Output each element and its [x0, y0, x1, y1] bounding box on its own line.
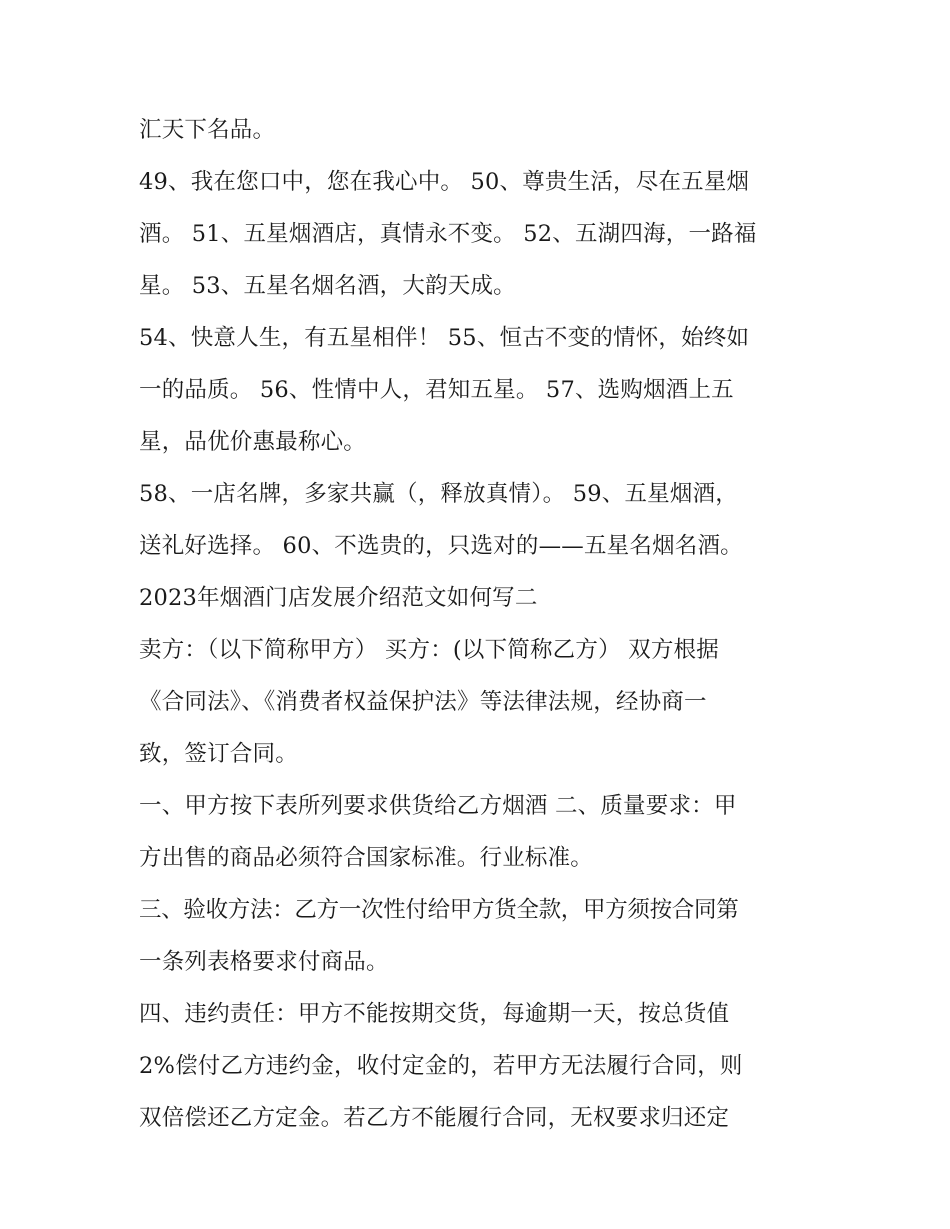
text-line: 58、一店名牌，多家共赢（，释放真情）。 59、五星烟酒，: [139, 481, 738, 507]
text-line: 双倍偿还乙方定金。若乙方不能履行合同，无权要求归还定: [139, 1105, 730, 1131]
text-line: 卖方：（以下简称甲方） 买方：(以下简称乙方） 双方根据: [139, 637, 719, 663]
section-title: 2023年烟酒门店发展介绍范文如何写二: [139, 585, 538, 611]
text-line: 三、验收方法：乙方一次性付给甲方货全款，甲方须按合同第: [139, 897, 739, 923]
text-line: 《合同法》、《消费者权益保护法》等法律法规，经协商一: [139, 689, 707, 715]
text-line: 54、快意人生，有五星相伴！ 55、恒古不变的情怀，始终如: [139, 325, 750, 351]
text-line: 一条列表格要求付商品。: [139, 949, 389, 975]
document-body: [139, 104, 829, 1144]
text-line: 方出售的商品必须符合国家标准。行业标准。: [139, 845, 594, 871]
text-line: 酒。 51、五星烟酒店，真情永不变。 52、五湖四海，一路福: [139, 221, 757, 247]
text-line: 49、我在您口中，您在我心中。 50、尊贵生活，尽在五星烟: [139, 169, 750, 195]
text-line: 致，签订合同。: [139, 741, 298, 767]
text-line: 四、违约责任：甲方不能按期交货，每逾期一天，按总货值: [139, 1001, 730, 1027]
text-line: 2%偿付乙方违约金，收付定金的，若甲方无法履行合同，则: [139, 1053, 743, 1079]
text-line: 星。 53、五星名烟名酒，大韵天成。: [139, 273, 516, 299]
text-line: 星，品优价惠最称心。: [139, 429, 367, 455]
text-line: 一、甲方按下表所列要求供货给乙方烟酒 二、质量要求：甲: [139, 793, 737, 819]
text-line: 送礼好选择。 60、不选贵的，只选对的——五星名烟名酒。: [139, 533, 743, 559]
text-line: 一的品质。 56、性情中人，君知五星。 57、选购烟酒上五: [139, 377, 734, 403]
text-line: 汇天下名品。: [139, 117, 276, 143]
